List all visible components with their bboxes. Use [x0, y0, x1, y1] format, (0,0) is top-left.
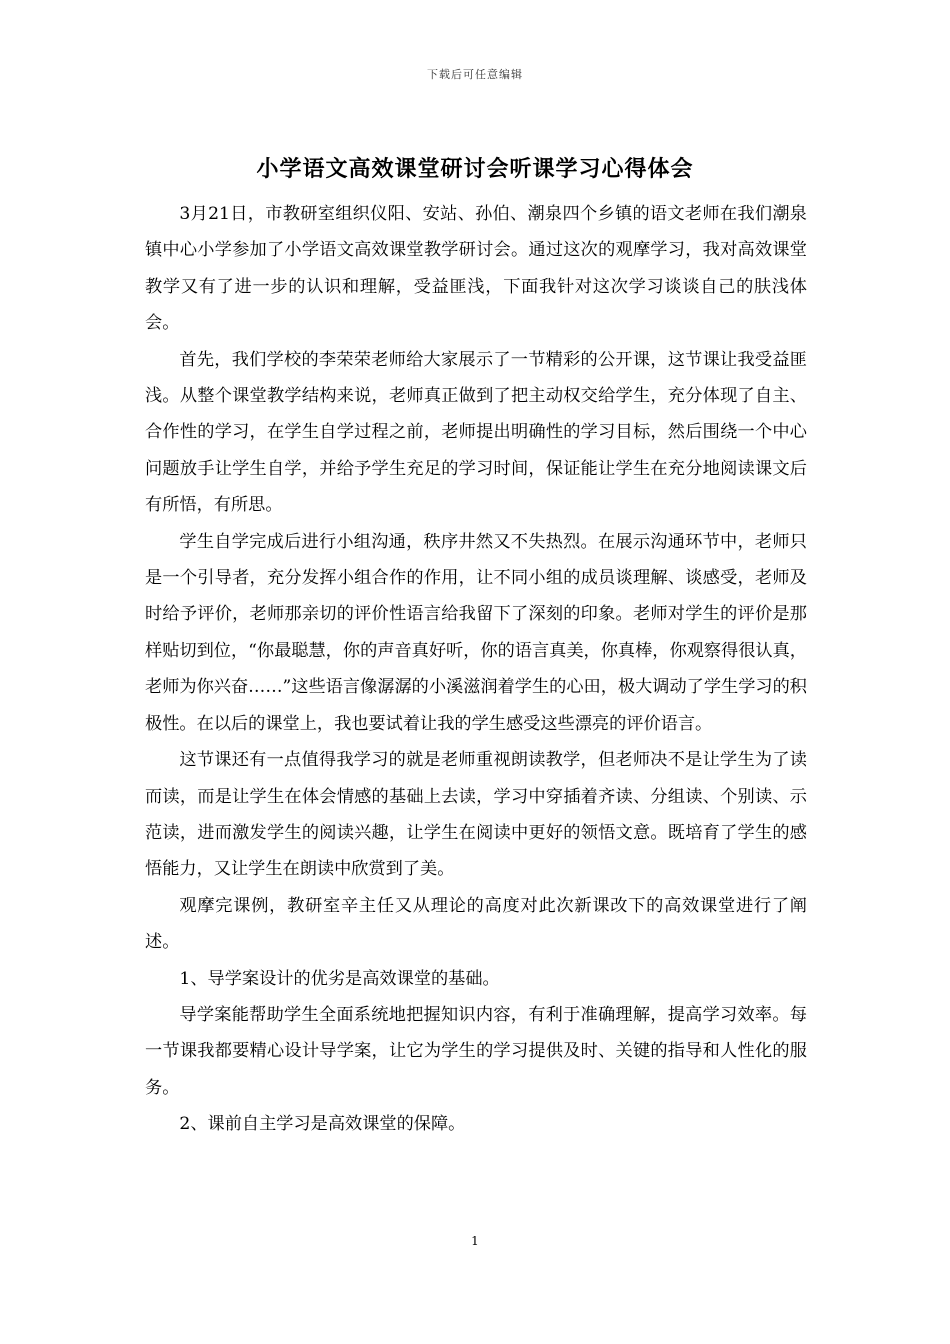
- page-number: 1: [471, 1234, 479, 1248]
- header-note: 下载后可任意编辑: [427, 68, 523, 81]
- document-title: 小学语文高效课堂研讨会听课学习心得体会: [256, 156, 694, 182]
- document-body: [145, 196, 807, 1143]
- list-item-heading: 2、课前自主学习是高效课堂的保障。: [179, 1114, 466, 1135]
- paragraph: 这节课还有一点值得我学习的就是老师重视朗读教学，但老师决不是让学生为了读而读，而是让学生在体会情感的基础上去读，学习中穿插着齐读、分组读、个别读、示范读，进而激发学生的阅读兴趣，让学生在阅读中更好的领悟文意。既培育了学生的感悟能力，又让学生在朗读中欣赏到了美。: [145, 750, 807, 880]
- paragraph: 导学案能帮助学生全面系统地把握知识内容，有利于准确理解，提高学习效率。每一节课我都要精心设计导学案，让它为学生的学习提供及时、关键的指导和人性化的服务。: [145, 1004, 807, 1098]
- paragraph: 首先，我们学校的李荣荣老师给大家展示了一节精彩的公开课，这节课让我受益匪浅。从整个课堂教学结构来说，老师真正做到了把主动权交给学生，充分体现了自主、合作性的学习，在学生自学过程之前，老师提出明确性的学习目标，然后围绕一个中心问题放手让学生自学，并给予学生充足的学习时间，保证能让学生在充分地阅读课文后有所悟，有所思。: [145, 349, 807, 516]
- paragraph: 3月21日，市教研室组织仪阳、安站、孙伯、潮泉四个乡镇的语文老师在我们潮泉镇中心小学参加了小学语文高效课堂教学研讨会。通过这次的观摩学习，我对高效课堂教学又有了进一步的认识和理解，受益匪浅，下面我针对这次学习谈谈自己的肤浅体会。: [145, 204, 807, 334]
- paragraph: 学生自学完成后进行小组沟通，秩序井然又不失热烈。在展示沟通环节中，老师只是一个引导者，充分发挥小组合作的作用，让不同小组的成员谈理解、谈感受，老师及时给予评价，老师那亲切的评价性语言给我留下了深刻的印象。老师对学生的评价是那样贴切到位，“你最聪慧，你的声音真好听，你的语言真美，你真棒，你观察得很认真，老师为你兴奋……”这些语言像潺潺的小溪滋润着学生的心田，极大调动了学生学习的积极性。在以后的课堂上，我也要试着让我的学生感受这些漂亮的评价语言。: [145, 531, 807, 734]
- paragraph: 观摩完课例，教研室辛主任又从理论的高度对此次新课改下的高效课堂进行了阐述。: [145, 895, 807, 953]
- list-item-heading: 1、导学案设计的优劣是高效课堂的基础。: [179, 968, 500, 989]
